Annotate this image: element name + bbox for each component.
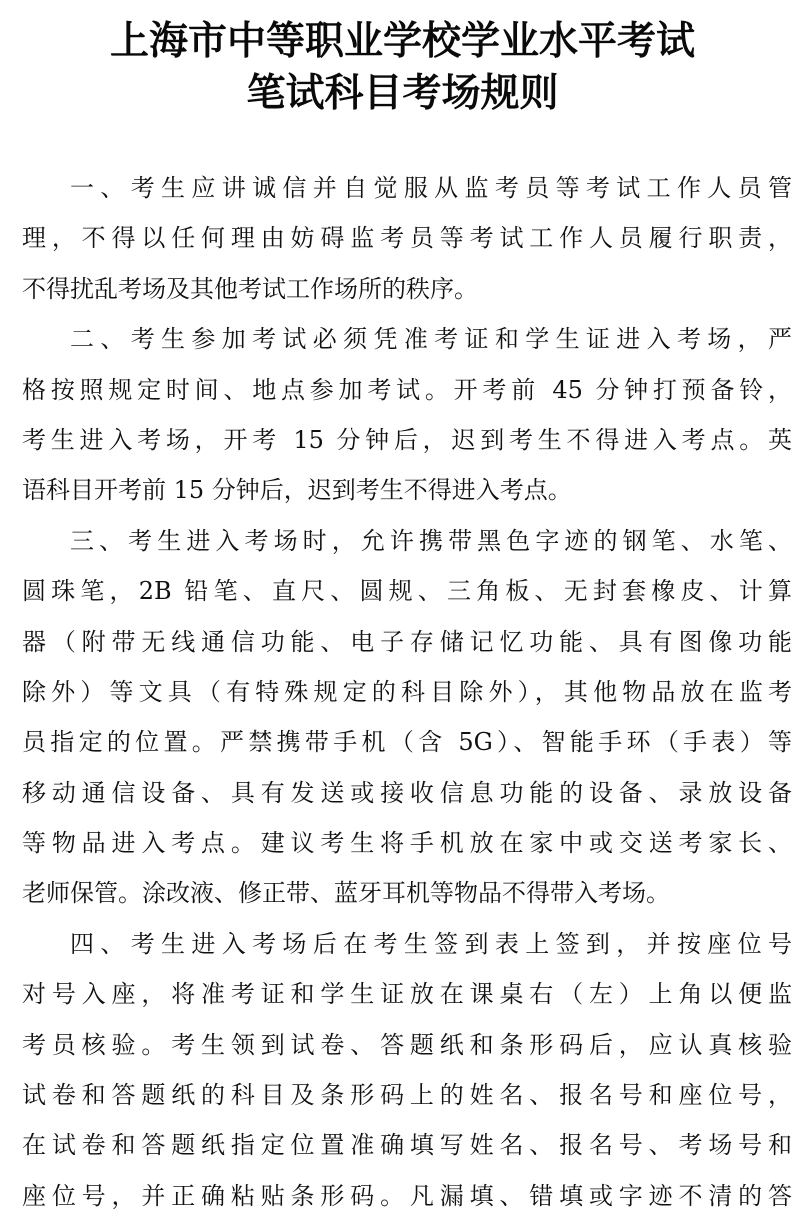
document-title-line-1: 上海市中等职业学校学业水平考试 xyxy=(109,18,695,64)
paragraph-3-line: 老师保管。涂改液、修正带、蓝牙耳机等物品不得带入考场。 xyxy=(22,879,670,908)
paragraph-2-line: 语科目开考前 15 分钟后，迟到考生不得进入考点。 xyxy=(22,476,572,505)
paragraph-3-line: 除外）等文具（有特殊规定的科目除外），其他物品放在监考 xyxy=(22,677,792,706)
paragraph-4-line: 座位号，并正确粘贴条形码。凡漏填、错填或字迹不清的答 xyxy=(22,1181,792,1210)
paragraph-4-line: 对号入座，将准考证和学生证放在课桌右（左）上角以便监 xyxy=(22,980,792,1009)
document-title-line-2: 笔试科目考场规则 xyxy=(246,70,559,116)
paragraph-3-line: 移动通信设备、具有发送或接收信息功能的设备、录放设备 xyxy=(22,778,792,807)
paragraph-2-line: 格按照规定时间、地点参加考试。开考前 45 分钟打预备铃， xyxy=(22,375,792,404)
paragraph-3-line: 器（附带无线通信功能、电子存储记忆功能、具有图像功能 xyxy=(22,627,792,656)
paragraph-3-line: 三、考生进入考场时，允许携带黑色字迹的钢笔、水笔、 xyxy=(70,526,792,555)
paragraph-2-line: 二、考生参加考试必须凭准考证和学生证进入考场，严 xyxy=(70,325,792,354)
paragraph-3-line: 等物品进入考点。建议考生将手机放在家中或交送考家长、 xyxy=(22,829,792,858)
paragraph-4-line: 四、考生进入考场后在考生签到表上签到，并按座位号 xyxy=(70,929,792,958)
document-body xyxy=(22,163,792,1221)
paragraph-3-line: 圆珠笔，2B 铅笔、直尺、圆规、三角板、无封套橡皮、计算 xyxy=(22,577,792,606)
paragraph-1-line: 一、考生应讲诚信并自觉服从监考员等考试工作人员管 xyxy=(70,174,792,202)
paragraph-1-line: 理，不得以任何理由妨碍监考员等考试工作人员履行职责， xyxy=(22,224,792,253)
paragraph-4-line: 试卷和答题纸的科目及条形码上的姓名、报名号和座位号， xyxy=(22,1081,792,1110)
paragraph-4-line: 在试卷和答题纸指定位置准确填写姓名、报名号、考场号和 xyxy=(22,1131,792,1160)
paragraph-3-line: 员指定的位置。严禁携带手机（含 5G）、智能手环（手表）等 xyxy=(22,728,792,757)
paragraph-2-line: 考生进入考场，开考 15 分钟后，迟到考生不得进入考点。英 xyxy=(22,425,792,454)
paragraph-1-line: 不得扰乱考场及其他考试工作场所的秩序。 xyxy=(22,274,478,303)
paragraph-4-line: 考员核验。考生领到试卷、答题纸和条形码后，应认真核验 xyxy=(22,1030,792,1059)
